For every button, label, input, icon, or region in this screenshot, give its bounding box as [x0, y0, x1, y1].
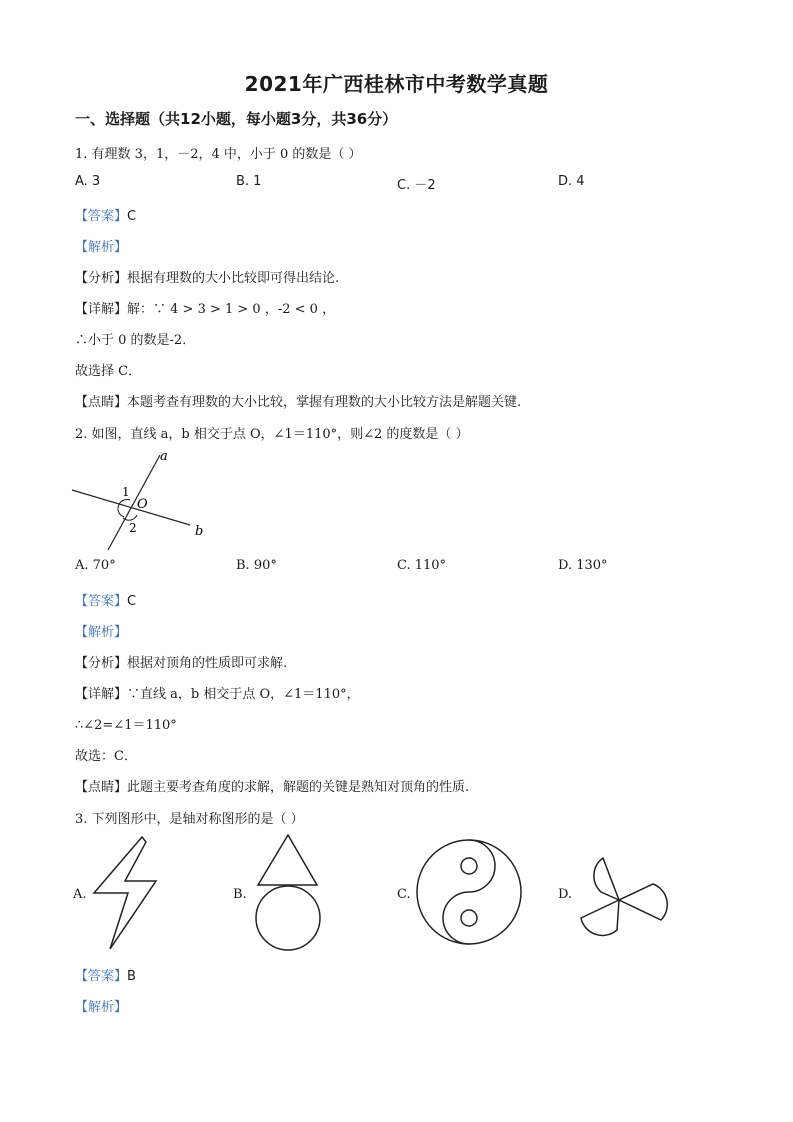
q2-xiangjie: ∵直线 a，b 相交于点 O，∠1＝110°， [127, 687, 360, 702]
triangle-circle-figure [252, 832, 327, 957]
q1-option-a: A. 3 [75, 174, 101, 189]
q2-option-a: A. 70° [75, 558, 116, 573]
q2-fenxi-tag: 【分析】 [75, 656, 128, 671]
label-o: O [137, 497, 148, 512]
q1-conclusion: ∴小于 0 的数是-2． [75, 333, 196, 348]
yin-yang-upper-dot [461, 858, 477, 874]
q2-option-c: C. 110° [397, 558, 447, 573]
q2-option-b: B. 90° [236, 558, 277, 573]
yin-yang-lower-dot [461, 910, 477, 926]
q2-fenxi: 根据对顶角的性质即可求解. [127, 656, 288, 671]
q3-answer: B [127, 969, 136, 984]
yin-yang-figure [413, 836, 525, 948]
q1-dianjing: 本题考查有理数的大小比较，掌握有理数的大小比较方法是解题关键. [127, 395, 522, 410]
q1-answer-tag: 【答案】 [75, 209, 128, 224]
label-a: a [160, 449, 168, 464]
q1-fenxi-tag: 【分析】 [75, 271, 128, 286]
q1-option-d: D. 4 [558, 174, 585, 189]
pinwheel-blade-top [594, 858, 619, 900]
page-title: 2021年广西桂林市中考数学真题 [244, 72, 549, 96]
q2-answer-tag: 【答案】 [75, 594, 128, 609]
lightning-bolt-shape [94, 837, 156, 949]
label-b: b [195, 524, 204, 539]
q3-stem: 3. 下列图形中，是轴对称图形的是（ ） [75, 812, 304, 827]
q3-option-b: B. [233, 887, 247, 902]
q2-option-d: D. 130° [558, 558, 608, 573]
pinwheel-blade-right [619, 884, 667, 920]
yin-yang-s-curve [443, 840, 495, 944]
q1-answer-line [75, 205, 136, 224]
pinwheel-figure [575, 848, 670, 938]
q1-dianjing-line [75, 391, 521, 410]
q2-dianjing: 此题主要考查角度的求解，解题的关键是熟知对顶角的性质. [127, 780, 470, 795]
q1-answer: C [127, 209, 137, 224]
q2-answer: C [127, 594, 137, 609]
q1-dianjing-tag: 【点睛】 [75, 395, 128, 410]
q2-xiangjie-tag: 【详解】 [75, 687, 128, 702]
q1-xiangjie: 解：∵ 4 > 3 > 1 > 0 ，-2 < 0 ， [127, 302, 336, 317]
q1-option-b: B. 1 [236, 174, 262, 189]
q3-answer-tag: 【答案】 [75, 969, 128, 984]
q2-conclusion: ∴∠2=∠1＝110° [75, 718, 177, 733]
q3-option-c: C. [397, 887, 411, 902]
q3-jiexi: 【解析】 [75, 1000, 128, 1015]
triangle-shape [258, 835, 317, 885]
q2-dianjing-tag: 【点睛】 [75, 780, 128, 795]
q1-option-c: C. －2 [397, 178, 436, 193]
q3-option-a: A. [73, 887, 87, 902]
lightning-bolt-figure [88, 834, 168, 954]
circle-shape [256, 886, 320, 950]
q2-jiexi: 【解析】 [75, 625, 128, 640]
label-1: 1 [122, 485, 130, 499]
angle-1-arc [118, 499, 130, 517]
q3-answer-line [75, 965, 136, 984]
q3-option-d: D. [558, 887, 573, 902]
q2-choice: 故选：C． [75, 749, 137, 764]
q1-xiangjie-tag: 【详解】 [75, 302, 128, 317]
q2-stem: 2. 如图，直线 a，b 相交于点 O，∠1＝110°，则∠2 的度数是（ ） [75, 427, 469, 442]
label-2: 2 [129, 521, 137, 535]
section-heading: 一、选择题（共12小题，每小题3分，共36分） [75, 110, 398, 128]
q2-figure [60, 445, 230, 560]
pinwheel-blade-bottom [581, 900, 619, 935]
q1-choice: 故选择 C． [75, 364, 142, 379]
q1-jiexi: 【解析】 [75, 240, 128, 255]
q1-fenxi: 根据有理数的大小比较即可得出结论. [127, 271, 340, 286]
q2-fenxi-line [75, 652, 287, 671]
q2-xiangjie-line [75, 683, 360, 702]
q2-dianjing-line [75, 776, 469, 795]
q1-xiangjie-line [75, 298, 335, 317]
q1-stem: 1. 有理数 3，1，－2，4 中，小于 0 的数是（ ） [75, 147, 362, 162]
q1-fenxi-line [75, 267, 339, 286]
q2-answer-line [75, 590, 136, 609]
